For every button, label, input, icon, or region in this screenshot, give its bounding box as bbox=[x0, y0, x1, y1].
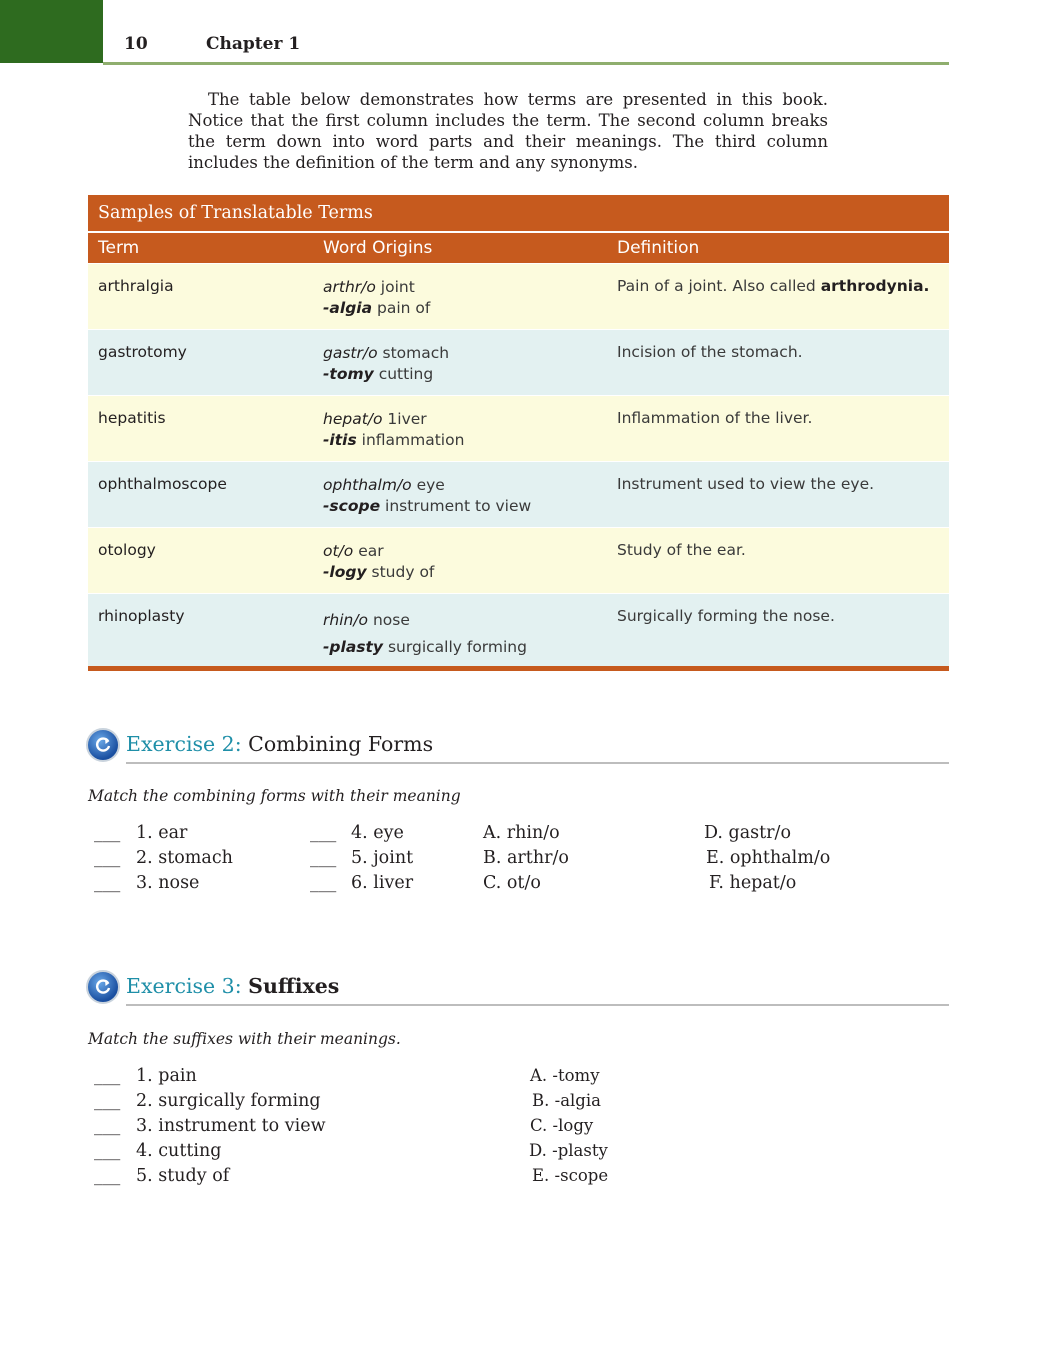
definition-cell: Study of the ear. bbox=[617, 541, 746, 559]
definition-cell: Inflammation of the liver. bbox=[617, 409, 813, 427]
page-number: 10 bbox=[124, 34, 148, 54]
origins-cell: gastr/o stomach -tomy cutting bbox=[323, 344, 450, 383]
terms-table bbox=[88, 195, 949, 671]
term-cell: otology bbox=[98, 541, 156, 559]
table-bottom-rule bbox=[88, 666, 949, 671]
origins-cell: ot/o ear -logy study of bbox=[323, 542, 435, 581]
exercise-instruction: Match the combining forms with their meaning bbox=[88, 787, 461, 805]
matching-item: 2. stomach bbox=[136, 848, 233, 868]
table-title: Samples of Translatable Terms bbox=[88, 195, 949, 231]
matching-option: C. ot/o bbox=[483, 873, 541, 893]
matching-item: 1. pain bbox=[136, 1066, 197, 1086]
origins-cell: arthr/o joint -algia pain of bbox=[323, 278, 431, 317]
matching-option: B. -algia bbox=[532, 1091, 601, 1110]
answer-blank[interactable]: ___ bbox=[94, 848, 121, 868]
refresh-icon bbox=[86, 970, 120, 1004]
table-row bbox=[88, 263, 949, 329]
matching-item: 3. nose bbox=[136, 873, 200, 893]
definition-cell: Pain of a joint. Also called arthrodynia. bbox=[617, 277, 930, 295]
term-cell: hepatitis bbox=[98, 409, 166, 427]
header-rule bbox=[103, 62, 949, 65]
matching-option: A. -tomy bbox=[530, 1066, 600, 1085]
answer-blank[interactable]: ___ bbox=[94, 1141, 121, 1161]
answer-blank[interactable]: ___ bbox=[94, 1066, 121, 1086]
matching-option: C. -logy bbox=[530, 1116, 594, 1135]
column-header-definition: Definition bbox=[617, 238, 700, 258]
answer-blank[interactable]: ___ bbox=[94, 823, 121, 843]
answer-blank[interactable]: ___ bbox=[94, 1116, 121, 1136]
table-row bbox=[88, 395, 949, 461]
matching-item: 5. joint bbox=[351, 848, 414, 868]
table-row bbox=[88, 461, 949, 527]
matching-item: 3. instrument to view bbox=[136, 1116, 326, 1136]
matching-option: B. arthr/o bbox=[483, 848, 569, 868]
exercise-3-heading bbox=[86, 970, 949, 1010]
origins-cell: rhin/o nose -plasty surgically forming bbox=[323, 611, 527, 656]
answer-blank[interactable]: ___ bbox=[94, 873, 121, 893]
answer-blank[interactable]: ___ bbox=[310, 848, 337, 868]
table-row bbox=[88, 527, 949, 593]
term-cell: gastrotomy bbox=[98, 343, 187, 361]
matching-item: 6. liver bbox=[351, 873, 414, 893]
header-color-block bbox=[0, 0, 103, 63]
exercise-rule bbox=[126, 1004, 949, 1006]
matching-option: A. rhin/o bbox=[483, 823, 560, 843]
term-cell: arthralgia bbox=[98, 277, 174, 295]
term-cell: ophthalmoscope bbox=[98, 475, 227, 493]
column-header-origins: Word Origins bbox=[323, 238, 433, 258]
refresh-icon bbox=[86, 728, 120, 762]
matching-item: 2. surgically forming bbox=[136, 1091, 321, 1111]
matching-option: E. -scope bbox=[532, 1166, 609, 1185]
matching-item: 5. study of bbox=[136, 1166, 230, 1186]
matching-item: 4. cutting bbox=[136, 1141, 222, 1161]
exercise-rule bbox=[126, 762, 949, 764]
answer-blank[interactable]: ___ bbox=[94, 1166, 121, 1186]
matching-item: 1. ear bbox=[136, 823, 188, 843]
column-header-term: Term bbox=[98, 238, 140, 258]
origins-cell: ophthalm/o eye -scope instrument to view bbox=[323, 476, 532, 515]
answer-blank[interactable]: ___ bbox=[94, 1091, 121, 1111]
definition-cell: Incision of the stomach. bbox=[617, 343, 803, 361]
answer-blank[interactable]: ___ bbox=[310, 873, 337, 893]
matching-option: D. gastr/o bbox=[704, 823, 791, 843]
exercise-title: Exercise 3: Suffixes bbox=[126, 974, 340, 998]
exercise-instruction: Match the suffixes with their meanings. bbox=[88, 1030, 401, 1048]
definition-cell: Surgically forming the nose. bbox=[617, 607, 835, 625]
matching-option: E. ophthalm/o bbox=[706, 848, 831, 868]
matching-item: 4. eye bbox=[351, 823, 404, 843]
intro-paragraph: The table below demonstrates how terms are presented in this book. Notice that the first column includes the term. The second column breaks the term down into word parts and their meanings. The third column includes the definition of the term and any synonyms. bbox=[188, 90, 828, 172]
table-header bbox=[88, 233, 949, 263]
answer-blank[interactable]: ___ bbox=[310, 823, 337, 843]
table-row bbox=[88, 593, 949, 666]
table-row bbox=[88, 329, 949, 395]
matching-option: D. -plasty bbox=[529, 1141, 608, 1160]
origins-cell: hepat/o 1iver -itis inflammation bbox=[323, 410, 465, 449]
exercise-2-heading bbox=[86, 728, 949, 768]
definition-cell: Instrument used to view the eye. bbox=[617, 475, 875, 493]
matching-option: F. hepat/o bbox=[709, 873, 797, 893]
term-cell: rhinoplasty bbox=[98, 607, 185, 625]
exercise-title: Exercise 2: Combining Forms bbox=[126, 732, 434, 756]
chapter-title: Chapter 1 bbox=[206, 34, 301, 54]
